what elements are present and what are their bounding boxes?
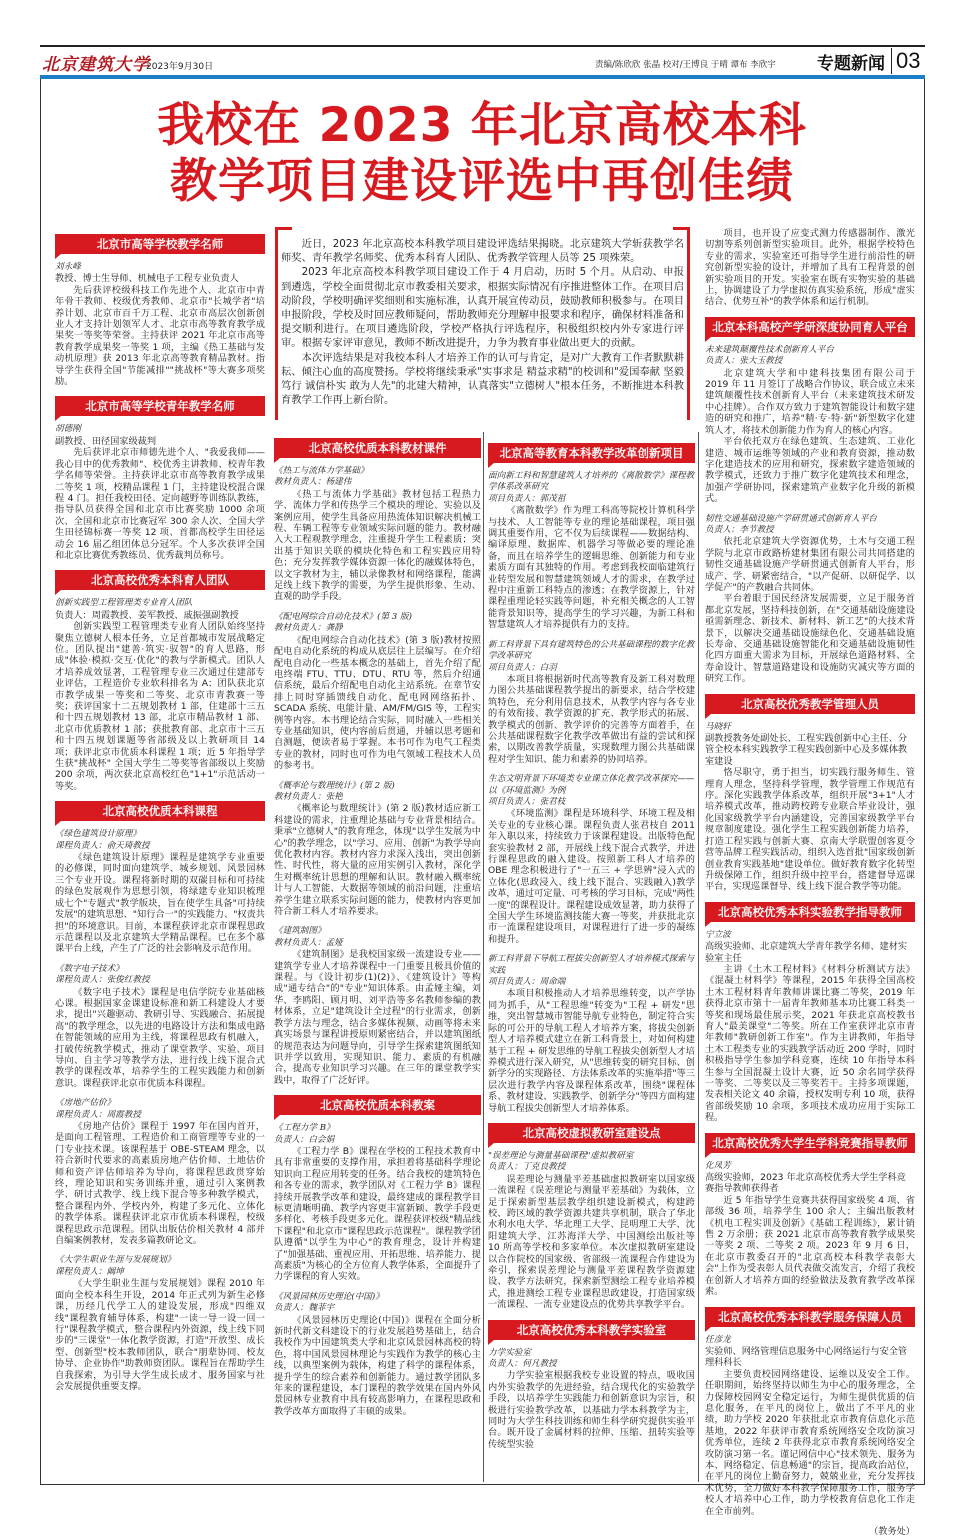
award-item [705, 228, 915, 308]
item-title: 创新实践型工程管理类专业育人团队 [55, 598, 193, 609]
item-person: 项目负责人：张君枝 [488, 796, 566, 807]
item-paragraph: 北京建筑大学和中建科技集团有限公司于 2019 年 11 月签订了战略合作协议，联合成立未来建筑颠覆性技术创新育人平台（未来建筑技术研发中心挂牌）。合作双方致力于建筑智能设计和数字建造的研究和推广，培养"精·专·特·新"新型数字化建筑人才，将技术创新能力作为育人的核心内容。 [705, 367, 915, 436]
article-source: （教务处） [869, 1526, 915, 1537]
issue-date: 2023年9月30日 [146, 62, 214, 72]
intro-paragraph: 2023 年北京高校本科教学项目建设工作于 4 月启动，历时 5 个月。从启动、申报到遴选，学校全面贯彻北京市教委相关要求，根据实际情况有序推进整体工作。在项目启动阶段，学校明确评奖细则和实施标准，认真开展宣传动员，鼓励教师积极参与。在项目申报阶段，学校及时回应教师疑问，帮助教师充分理解申报要求和程序，确保材料准备和提交顺利进行。在项目遴选阶段，学校严格执行评选程序，积极组织校内外专家进行评审。根据专家评审意见，教师不断改进提升，力争为教育事业做出更大的贡献。 [281, 266, 684, 350]
item-title: 面向新工科和智慧建筑人才培养的《离散数学》课程教学体系改革研究 [488, 471, 695, 493]
award-item [274, 466, 481, 603]
item-title: 《数字电子技术》 [55, 963, 124, 974]
award-item [55, 598, 265, 792]
item-paragraph: 《配电网综合自动化技术》(第 3 版)教材按照配电自动化系统的构成从底层往上层编写。在介绍配电自动化一些基本概念的基础上，首先介绍了配电终端 FTU、TTU、DTU、RTU 等，然后介绍通信系统，最后介绍配电自动化主站系统。在章节安排上同时穿插馈线自动化、配电网网络拓扑、SCADA 系统、电能计量、AM/FM/GIS 等，工程实例等内容。本书理论结合实际，同时融入一些相关专业基础知识，使内容前后贯通，并辅以思考题和自测题，便读者易于掌握。本书可作为电气工程类专业的教材，同时也可作为电气领域工程技术人员的参考书。 [274, 634, 481, 772]
award-item [488, 640, 695, 765]
section-heading: 北京本科高校产学研深度协同育人平台 [705, 317, 915, 337]
item-title: 新工科背景下具有建筑特色的公共基础课程的数字化教学改革研究 [488, 639, 695, 662]
item-person: 教材负责人：张艳 [274, 791, 343, 802]
corner-bracket-left [275, 227, 292, 420]
corner-bracket-right [673, 227, 690, 420]
item-title: 《工程力学 B》 [274, 1123, 335, 1134]
column-divider [698, 432, 699, 1482]
item-person: 项目负责人：白羽 [488, 662, 557, 673]
section-heading: 北京高校优质本科教案 [274, 1095, 481, 1115]
item-title: 《配电网综合自动化技术》(第 3 版) [274, 611, 412, 622]
award-item [705, 345, 915, 505]
item-person: 负责人：丁克良教授 [488, 1162, 566, 1173]
item-paragraph: 恪尽职守，勇于担当，切实践行服务师生、管理育人理念，坚持科学管理，教学管理工作规范有序。深化实践教学体系改革，组织开展"3+1"人才培养模式改革，推动跨校跨专业联合毕业设计，强化国家级教学平台内涵建设，完善国家级教学平台规章制度建设。强化学生工程实践创新能力培养，打造工程实践与创新大赛、京南大学联盟创客夏令营等品牌工程实践活动，组织入选首批"国家级创新创业教育实践基地"建设单位。做好教育数字化转型升级保障工作，组织升级中控平台，搭建督导巡课平台，实现巡课督导、线上线下混合教学等功能。 [705, 767, 915, 893]
item-person: 化凤芳 [705, 1160, 731, 1171]
award-item [705, 514, 915, 685]
item-person: 项目负责人：周命端 [488, 977, 566, 988]
masthead [40, 48, 925, 74]
award-item [55, 262, 265, 387]
item-title: 《热工与流体力学基础》 [274, 466, 369, 476]
award-item [274, 1292, 481, 1417]
section-heading: 北京高校优秀本科实验教学指导教师 [705, 902, 915, 922]
item-role: 高级实验师、北京建筑大学青年教学名师、建材实验室主任 [705, 941, 908, 964]
item-person: 课程负责人：张俊红教授 [55, 975, 150, 986]
section-heading: 北京高校优质本科教材课件 [274, 438, 481, 458]
award-item [55, 1098, 265, 1246]
item-paragraph: 力学实验室根据我校专业设置的特点，吸收国内外实验教学的先进经验，结合现代化的实验教学手段，以培养学生实践能力和创新意识为宗旨，积极进行实验教学改革，以基础力学本科教学为主，同时为大学生科技训练和师生科学研究提供实验平台。既开设了金属材料的拉伸、压缩、扭转实验等传统型实验 [488, 1370, 695, 1450]
item-paragraph: 本项目积极推动人才培养思维转变，以产学协同为抓手，从"工程思维"转变为"工程 + 研发"思维，突出智慧城市智能导航专业特色，制定符合实际的可公开的导航工程人才培养方案，将拔尖创新型人才培养模式建立在新工科背景上，对如何构建基于工程 + 研发思维的导航工程拔尖创新型人才培养模式进行深入研究，从"思维转变的研究目标、创新学分的实现路径、方法体系改革的实施举措"等三层次进行教学内容及课程体系改革，围绕"课程体系、教材建设、实践教学、创新学分"等四方面构建导航工程拔尖创新型人才培养体系。 [488, 988, 695, 1114]
award-item [274, 781, 481, 918]
item-paragraph: 《大学生职业生涯与发展规划》课程 2010 年面向全校本科生开设，2014 年正式列为新生必修课，历经几代学工人的建设发展，形成"四维双线"课程教育辅导体系，构建"一读一导一设一回一行"课程教学模式，整合课程内外资源，线上线下同步的"三课堂"一体化教学资源，打造"开放型、成长型、创新型"校本教师团队，联合"朋辈协同、校友协导、企业协作"助教师资团队。课程旨在帮助学生自我探索，为引导大学生成长成才、服务国家与社会发展提供重要支撑。 [55, 1278, 265, 1392]
item-paragraph: 主要负责校园网络建设、运维以及安全工作。任职期间，始终坚持以师生为中心的服务理念，全力保障校园网安全稳定运行，为师生提供优质的信息化服务，在平凡的岗位上，做出了不平凡的业绩，助力学校 2020 年获批北京市教育信息化示范基地，2022 年获评市教育系统网络安全攻防演习优秀单位，连续 2 年获得北京市教育系统网络安全攻防演习第一名。谨记网信中心"技术领先、服务为本、网络稳定、信息畅通"的宗旨，提高政治站位，在平凡的岗位上勤奋努力，兢兢业业，充分发挥技术优势，全力做好本科教学保障服务工作，服务学校人才培养中心工作，助力学校教育信息化工作走在全市前列。 [705, 1368, 915, 1517]
section-heading: 北京市高等学校青年教学名师 [55, 396, 265, 416]
item-paragraph: 主讲《土木工程材料》《材料分析测试方法》《混凝土材料学》等课程，2015 年获得全国高校土木工程材料青年教师讲课比赛二等奖，2019 年获得北京市第十一届青年教师基本功比赛工科类一等奖和现场最佳展示奖，2021 年获北京高校教书育人"最美课堂"二等奖。所在工作室获评北京市青年教师"教研创新工作室"。作为主讲教师，年指导土木工程类专业的实践教学活动近 200 学时，同时积极指导学生参加学科竞赛，连续 10 年指导本科生参与全国混凝土设计大赛，近 50 余名同学获得一等奖、二等奖以及三等奖若干。主持多项课题，发表相关论文 40 余篇，授权发明专利 10 项，获得省部级奖励 10 余项，多项技术成功应用于实际工程。 [705, 963, 915, 1124]
award-item [705, 722, 915, 893]
item-title: 《概率论与数理统计》(第 2 版) [274, 780, 395, 791]
top-rule [40, 45, 925, 47]
item-person: 课程负责人：阚坤 [55, 1266, 124, 1277]
item-person: 刘永峰 [55, 262, 81, 272]
item-paragraph: 《热工与流体力学基础》教材包括工程热力学、流体力学和传热学三个模块的理论、实验以及案例应用，使学生具备应用热流体知识解决机械工程、车辆工程等专业领域实际问题的能力。教材融入大工程观教学理念，注重提升学生工程素质；突出基于知识关联的模块化特色和工程实践应用特色；充分发挥教学媒体资源一体化的融媒体特色，以文字教材为主，辅以录像教材和网络课程，能满足线上线下教学的需要，为学生提供形象、生动、直观的助学手段。 [274, 488, 481, 603]
headline-line-2: 教学项目建设评选中再创佳绩 [170, 154, 794, 209]
item-title: 力学实验室 [488, 1347, 531, 1358]
item-title: 《房地产估价》 [55, 1098, 116, 1109]
item-title: 《绿色建筑设计原理》 [55, 829, 141, 840]
award-item [55, 964, 265, 1089]
award-item [705, 1161, 915, 1298]
item-title: 《建筑制图》 [274, 926, 326, 937]
headline-line-1: 我校在 2023 年北京高校本科 [157, 98, 807, 153]
item-title: 《大学生职业生涯与发展规划》 [55, 1255, 176, 1266]
item-title: 未来建筑颠覆性技术创新育人平台 [705, 344, 834, 355]
section-heading: 北京高校优质本科课程 [55, 801, 265, 821]
item-paragraph: 创新实践型工程管理类专业育人团队始终坚持聚焦立德树人根本任务，立足首都城市发展战略定位。团队提出"建善·筑实·驭智"的育人思路，形成"体验·模拟·交互·优化"的教与学新模式。团队人才培养成效显著，工程管理专业三次通过住建部专业评估，工程造价专业软科排名为 A；团队获北京市教学成果一等奖和二等奖、北京市青教赛一等奖；获评国家十二五规划教材 1 部，住建部十三五和十四五规划教材 13 部，北京市精品教材 1 部、北京市优质教材 1 部；获批教育部、北京市十三五和十四五规划课题等省部级及以上教研项目 14 项；获评北京市优质本科课程 1 项；近 5 年指导学生获"挑战杯" 全国大学生二等奖等省部级以上奖励 200 余项，两次获北京高校红色"1+1"示范活动一等奖。 [55, 621, 265, 792]
item-person: 胡德刚 [55, 424, 81, 435]
item-title: 新工科背景下导航工程拔尖创新型人才培养模式探索与实践 [488, 954, 695, 976]
column-3 [488, 437, 695, 1480]
item-paragraph: 《建筑制图》是我校国家级一流建设专业——建筑学专业人才培养课程中一门重要且极具价值的课程。与《设计初步(1)(2)》、《建筑设计》等构成"通专结合"的"专业"知识体系。由孟娅主编，刘华、李鸥阳、顾月明、刘平浩等多名教师参编的教材体系，立足"建筑设计全过程"的行业需求，创新教学方法与理念，结合多媒体视频、动画等将未来真实场景与课程讲授原则紧密结合，并以建筑图纸的规范表达为问题导向，引导学生探索建筑图纸知识并学以致用，实现知识、能力、素质的有机融合，提高专业知识学习兴趣。在三年的课堂教学实践中，取得了广泛好评。 [274, 949, 481, 1086]
headline [0, 98, 964, 210]
editor-credits: 责编/陈欣欣 张晶 校对/王博良 于晴 谭布 李欣宇 [595, 60, 776, 70]
section-heading: 北京高校优秀大学生学科竞赛指导教师 [705, 1133, 915, 1153]
award-item [488, 471, 695, 631]
award-item [705, 1335, 915, 1518]
intro-article [275, 227, 690, 412]
item-paragraph: 《绿色建筑设计原理》课程是建筑学专业重要的必修课，同时面向建筑学、城乡规划、风景园林三个专业开设。课程将新时期的双碳目标和可持续的绿色发展观作为思想引领，将绿建专业知识梳理成七个"专题式"教学版块，旨在使学生具备"可持续发展"的建筑思想、"知行合一"的实践能力、"权责共担"的环境意识。目前，本课程获评北京市课程思政示范课程以及北京建筑大学精品课程。已在多个慕课平台上线，产生了广泛的社会影响及示范作用。 [55, 852, 265, 955]
item-person: 教材负责人：龚静 [274, 623, 343, 634]
item-person: 课程负责人：俞天琦教授 [55, 840, 150, 851]
section-heading: 北京市高等学校教学名师 [55, 234, 265, 254]
item-person: 宁立波 [705, 929, 731, 940]
item-person: 负责人：张大玉教授 [705, 356, 783, 367]
section-heading: 北京高校优秀本科育人团队 [55, 570, 265, 590]
item-paragraph: 平台依托双方在绿色建筑、生态建筑、工业化建造、城市运维等领域的产业和教育资源，推动数字化建造技术的应用和研究，探索数字建造领域的教学模式，还致力于推广数字化建筑技术和理念，加强产学研协同，探索建筑产业数字化升级的新模式。 [705, 436, 915, 505]
item-person: 课程负责人：周霞教授 [55, 1109, 141, 1120]
item-paragraph: 《风景园林历史理论(中国)》课程在全面分析新时代新文科建设下的行业发展趋势基础上，结合我校作为中国建筑类大学和北京风景园林高校的特色，将中国风景园林理论与实践作为教学的核心主线，以典型案例为载体，构建了科学的课程体系，提升学生的综合素养和创新能力。通过教学团队多年来的课程建设，本门课程的教学效果在国内外风景园林专业教育中具有较高影响力，在课程思政和教学改革方面取得了丰硕的成果。 [274, 1314, 481, 1417]
item-paragraph: 《工程力学 B》课程在学校的工程技术教育中具有非常重要的支撑作用，承担着将基础科学理论知识向工程应用转变的任务。结合我校的建筑特色和各专业的需求，教学团队对《工程力学 B》课程持续开展教学改革和建设，最终建成的课程教学目标更清晰明确、教学内容更丰富新颖、教学手段更多样化、考核手段更多元化。课程获评校级"精品线下课程"和北京市"课程思政示范课程"。课程教学团队遵循"以学生为中心"的教育理念，设计并构建了"加强基础、重视应用、开拓思维、培养能力、提高素质"为核心的全方位育人教学体系，全面提升了力学课程的育人实效。 [274, 1145, 481, 1283]
item-person: 负责人：白会娟 [274, 1134, 335, 1145]
section-heading: 北京高校优秀教学管理人员 [705, 694, 915, 714]
award-item [488, 774, 695, 945]
award-item [55, 829, 265, 954]
item-paragraph: 先后获评北京市师德先进个人、"我爱我师——我心目中的优秀教师"、校优秀主讲教师、校青年教学名师等荣誉。主持获评北京市高等教育教学成果二等奖 1 项，校精品课程 1 门，主持建设校混合课程 4 门。担任我校田径、定向越野等训练队教练，指导队员获得全国和北京市比赛奖励 1000 余项次、全国和北京市比赛冠军 300 余人次、全国大学生田径锦标赛一等奖 12 项、首都高校学生田径运动会 16 届乙组团体总分冠军。个人多次获评全国和北京比赛优秀教练员、优秀裁判员称号。 [55, 447, 265, 561]
item-role: 副教授教务处副处长、工程实践创新中心主任、分管全校本科实践教学工程实践创新中心及多媒体教室建设 [705, 733, 908, 767]
item-person: 负责人：何凡教授 [488, 1359, 557, 1370]
award-item [488, 1348, 695, 1451]
item-person: 负责人：魏菲宇 [274, 1303, 335, 1314]
item-paragraph: 项目，也开设了应变式测力传感器制作、激光切割等系列创新型实验项目。此外，根据学校特色专业的需求，实验室还可指导学生进行前沿性的研究创新型实验的设计，并增加了具有工程背景的创新实验项目的开发。实验室在既有实物实验的基础上，协调建设了力学虚拟仿真实验系统，形成"虚实结合、优势互补"的教学体系和运行机制。 [705, 228, 915, 308]
section-heading: 北京高校优秀本科教学服务保障人员 [705, 1307, 915, 1327]
item-title: 生态文明背景下环境类专业课立体化教学改革探究——以《环境监测》为例 [488, 774, 695, 796]
item-paragraph: 《数字电子技术》课程是电信学院专业基础核心课。根据国家金课建设标准和新工科建设人才要求，提出"兴趣驱动、教研引导、实践融合、拓展提高"的教学理念，以先进的电路设计方法和集成电路在智能领域的应用为主线，将课程思政有机融入，打破传统教学模式，推动了课堂教学、实验、项目导向、自主学习等教学方法，进行线上线下混合式教学的课程改革，培养学生的工程实践能力和创新意识。课程获评北京市优质本科课程。 [55, 986, 265, 1089]
award-item [705, 930, 915, 1124]
item-paragraph: 《环境监测》课程是环境科学、环境工程及相关专业的专业核心课。课程负责人张君枝自 2011 年入职以来，持续致力于该课程建设。出版特色配套实验教材 2 部，开展线上线下混合式教学，并进行课程思政的融入建设。按照新工科人才培养的 OBE 理念积极进行了"一五三 + 学思辨"浸入式的立体化(思政浸入、线上线下混合、实践融入)教学改革，通过可定量、可考核的学习目标，完成"两性一度"的课程设计。课程建设成效显著，助力获得了全国大学生环境监测技能大赛一等奖，并获批北京市一流课程建设项目，对课程进行了进一步的凝练和提升。 [488, 808, 695, 945]
section-heading: 北京高校优秀本科教学实验室 [488, 1320, 695, 1340]
page-number: 03 [891, 48, 920, 74]
intro-paragraph: 本次评选结果是对我校本科人才培养工作的认可与肯定，是对广大教育工作者默默耕耘、倾注心血的高度赞扬。学校将继续秉承"实事求是 精益求精"的校训和"爱国奉献 坚毅笃行 诚信朴实 敢为人先"的北建大精神，认真落实"立德树人"根本任务，不断推进本科教育教学工作再上新台阶。 [281, 351, 684, 407]
item-title: 《风景园林历史理论(中国)》 [274, 1291, 384, 1302]
item-role: 实验师、网络管理信息服务中心网络运行与安全管理科科长 [705, 1345, 908, 1369]
item-role: 副教授、田径国家级裁判 [55, 435, 157, 447]
award-item [55, 424, 265, 561]
award-item [274, 1123, 481, 1283]
item-person: 任彦龙 [705, 1334, 731, 1345]
item-role: 教授、博士生导师、机械电子工程专业负责人 [55, 273, 239, 285]
section-name: 专题新闻 [817, 54, 885, 74]
section-heading: 北京高校虚拟教研室建设点 [488, 1123, 695, 1143]
item-paragraph: 平台着眼于国民经济发展需要，立足于服务首都北京发展，坚持科技创新，在"交通基础设施建设亟需新理念、新技术、新材料、新工艺"的大技术背景下，以解决交通基础设施绿色化、交通基础设施长寿命、交通基础设施智能化和交通基础设施韧性化四方面重大需求为目标，开展绿色道路材料、全寿命设计、智慧道路建设和设施防灾减灾等方面的研究工作。 [705, 593, 915, 685]
column-4 [705, 228, 915, 1537]
award-item [488, 954, 695, 1114]
newspaper-logo: 北京建筑大学 [42, 55, 150, 75]
column-2 [274, 432, 481, 1480]
award-item [274, 612, 481, 772]
column-1 [55, 228, 265, 1480]
item-title: "误差理论与测量基础课程"虚拟教研室 [488, 1150, 634, 1161]
item-person: 教材负责人：杨建伟 [274, 477, 352, 488]
intro-paragraph: 近日，2023 年北京高校本科教学项目建设评选结果揭晓。北京建筑大学斩获教学名师奖、青年教学名师奖、优秀本科育人团队、优秀教学管理人员等 25 项殊荣。 [281, 238, 684, 265]
item-person: 教材负责人：孟娅 [274, 937, 343, 948]
item-paragraph: 依托北京建筑大学资源优势，土木与交通工程学院与北京市政路桥建材集团有限公司共同搭建的韧性交通基础设施产学研贯通式创新育人平台，形成产、学、研紧密结合，"以产促研、以研促学、以学促产"的产教融合共同体。 [705, 536, 915, 593]
item-paragraph: 近 5 年指导学生竞赛共获得国家级奖 4 项、省部级 36 项，培养学生 100 余人；主编出版教材《机电工程实训及创新》《基础工程训练》，累计销售 2 万余册；获 2021 北京市高等教育教学成果奖一等奖 2 项、二等奖 2 项。2023 年 9 月 6 日，在北京市教委召开的"北京高校本科教学表彰大会"上作为受表彰人员代表做交流发言，介绍了我校在创新人才培养方面的经验做法及教育教学改革探索。 [705, 1194, 915, 1298]
item-role: 负责人：周霞教授、姜军教授、戚振强副教授 [55, 609, 239, 621]
item-person: 马晓轩 [705, 721, 731, 732]
item-person: 项目负责人：郭茂祖 [488, 493, 566, 504]
item-title: 韧性交通基础设施产学研贯通式创新育人平台 [705, 513, 877, 524]
item-paragraph: 《房地产估价》课程于 1997 年在国内首开，是面向工程管理、工程造价和工商管理等专业的一门专业技术课。该课程基于 OBE-STEAM 理念，以符合新时代要求的高素质房地产估价师、土地估价师和资产评估师培养为导向，将课程思政贯穿始终，理论知识和实务训练并重，通过引入案例教学、研讨式教学、线上线下混合等多种教学模式，整合课程内外、学校内外，构建了多元化、立体化的教学体系。课程获评北京市优质本科课程，校级课程思政示范课程。团队出版估价相关教材 4 部并自编案例教材，发表多篇教研论文。 [55, 1121, 265, 1247]
award-item [55, 1255, 265, 1392]
item-paragraph: 本项目将根据新时代高等教育及新工科对数理力图公共基础课程教学提出的新要求，结合学校建筑特色，充分利用信息技术，从教学内容与各专业的有效衔接、教学资源的扩充、教学形式的拓展、教学模式的创新、教学评价的完善等方面着手，在公共基础课程数字化教学改革做出有益的尝试和探索，以期改善教学质量，实现数理力图公共基础课程对学生知识、能力和素养的协同培养。 [488, 673, 695, 765]
item-paragraph: 误差理论与测量平差基础虚拟教研室以国家级一流课程《误差理论与测量平差基础》为载体，立足于探索新型基层教学组织建设新模式，构建跨校、跨区域的教学资源共建共享机制，联合了华北水利水电大学、华北理工大学、昆明理工大学、沈阳建筑大学、江苏海洋大学、中国测绘出版社等 10 所高等学校和多家单位。本次虚拟教研室建设以合作院校的国家级、省部级一流课程合作建设为牵引，探索误差理论与测量平差课程教学资源建设、教学方法研究，探索新型测绘工程专业培养模式，推进测绘工程专业课程思政建设，打造国家级一流课程、一流专业建设点的优势共享教学平台。 [488, 1173, 695, 1311]
item-paragraph: 先后获评校级科技工作先进个人、北京市中青年骨干教师、校级优秀教师、北京市"长城学者"培养计划、北京市百千万工程、北京市高层次创新创业人才支持计划领军人才、北京市高等教育教学成果奖一等奖等荣誉。主持获评 2021 年北京市高等教育教学成果奖一等奖 1 项，主编《热工基础与发动机原理》获 2013 年北京高等教育精品教材。指导学生获得全国"节能减排""挑战杯"等大赛多项奖励。 [55, 284, 265, 388]
item-paragraph: 《离散数学》作为理工科高等院校计算机科学与技术、人工智能等专业的理论基础课程，项目强调其重要作用，它不仅为后续课程——数据结构、编译原理、数据库、机器学习等做必要的理论准备，而且在培养学生的逻辑思维、创新能力和专业素质方面有其独特的作用。考虑到我校面临建筑行业转型发展和智慧建筑领域人才的需求，在教学过程中注重新工科特点的渗透；在教学资源上，针对课程重理论轻实践等问题，补充相关概念的人工智能背景知识等，提高学生的学习兴趣，为新工科和智慧建筑人才培养提供有力的支持。 [488, 505, 695, 631]
item-person: 负责人：李节教授 [705, 524, 774, 535]
column-divider [483, 432, 484, 1482]
award-item [488, 1151, 695, 1311]
item-role: 高级实验师，2023 年北京高校优秀大学生学科竞赛指导教师获得者 [705, 1172, 906, 1195]
item-paragraph: 《概率论与数理统计》(第 2 版)教材适应新工科建设的需求，注重理论基础与专业背景相结合。秉承"立德树人"的教育理念，体现"以学生发展为中心"的教学理念，以"学习、应用、创新"为教学导向优化教材内容。教材内容力求深入浅出，突出创新性、时代性，将大量的应用实例引入教材，深化学生对概率统计思想的理解和认识。教材融入概率统计与人工智能、大数据等领域的前沿问题，注重培养学生建立联系实际问题的能力，使教材内容更加符合新工科人才培养要求。 [274, 803, 481, 918]
award-item [274, 926, 481, 1086]
section-heading: 北京高等教育本科教学改革创新项目 [488, 443, 695, 463]
